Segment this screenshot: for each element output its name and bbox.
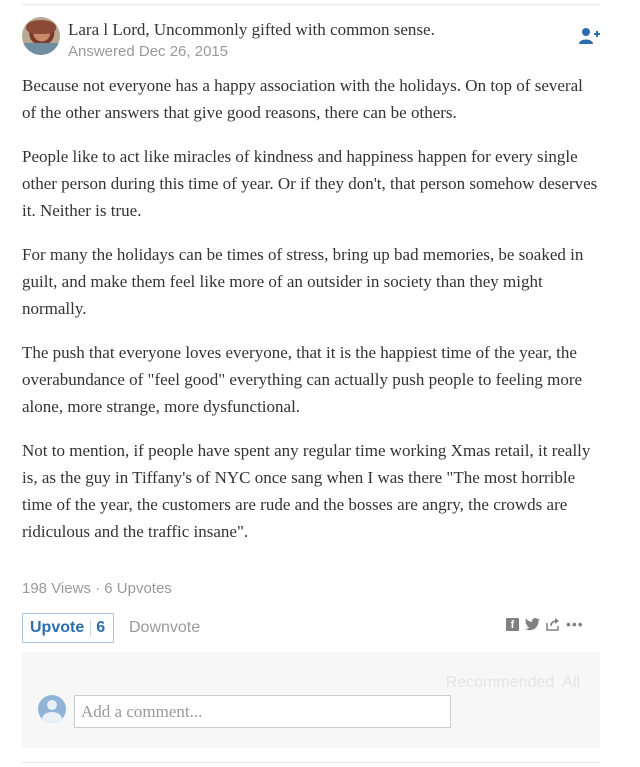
comment-input[interactable] — [74, 695, 451, 728]
user-avatar-icon — [38, 695, 66, 723]
answer-paragraph: The push that everyone loves everyone, that it is the happiest time of the year, the overabundance of "feel good" everything can actually push people to feeling more alone, more strange, more dysfunctional. — [22, 343, 583, 416]
answer-paragraph: For many the holidays can be times of stress, bring up bad memories, be soaked in guilt, and make them feel like more of an outsider in society than they might normally. — [22, 245, 584, 318]
comment-panel — [22, 652, 600, 748]
author-name[interactable]: Lara l Lord, Uncommonly gifted with common sense. — [68, 20, 435, 39]
answer-paragraph: Because not everyone has a happy association with the holidays. On top of several of the other answers that give good reasons, there can be others. — [22, 76, 583, 122]
twitter-icon[interactable] — [525, 618, 540, 631]
avatar-background — [22, 43, 60, 55]
answer-body — [22, 72, 600, 562]
avatar-hair — [26, 20, 56, 34]
answer-paragraph: People like to act like miracles of kindness and happiness happen for every single other person during this time of year. Or if they don't, that person somehow deserves it. Neither is true. — [22, 147, 598, 220]
more-icon[interactable]: ••• — [566, 616, 584, 632]
facebook-icon[interactable]: f — [506, 618, 519, 631]
share-icon[interactable] — [546, 618, 560, 631]
tab-all[interactable]: All — [562, 674, 580, 691]
answer-paragraph: Not to mention, if people have spent any regular time working Xmas retail, it really is, as the guy in Tiffany's of NYC once sang when I was there "The most horrible time of the year, the customers are rude and the bosses are angry, the crowds are ridiculous and the traffic insane". — [22, 441, 591, 541]
top-divider — [22, 4, 600, 5]
downvote-button[interactable]: Downvote — [129, 619, 201, 636]
share-bar — [506, 614, 584, 634]
follow-user-icon[interactable] — [578, 26, 600, 46]
upvote-button[interactable] — [22, 613, 114, 643]
upvote-label: Upvote — [30, 619, 85, 636]
comment-sort-tabs — [446, 674, 580, 692]
bottom-divider — [22, 762, 600, 763]
answer-stats: 198 Views · 6 Upvotes — [22, 580, 172, 597]
author-avatar[interactable] — [22, 17, 60, 55]
answered-date: Answered Dec 26, 2015 — [68, 43, 229, 60]
tab-recommended[interactable]: Recommended — [445, 674, 555, 691]
upvote-separator — [90, 619, 91, 637]
upvote-count: 6 — [96, 619, 106, 636]
